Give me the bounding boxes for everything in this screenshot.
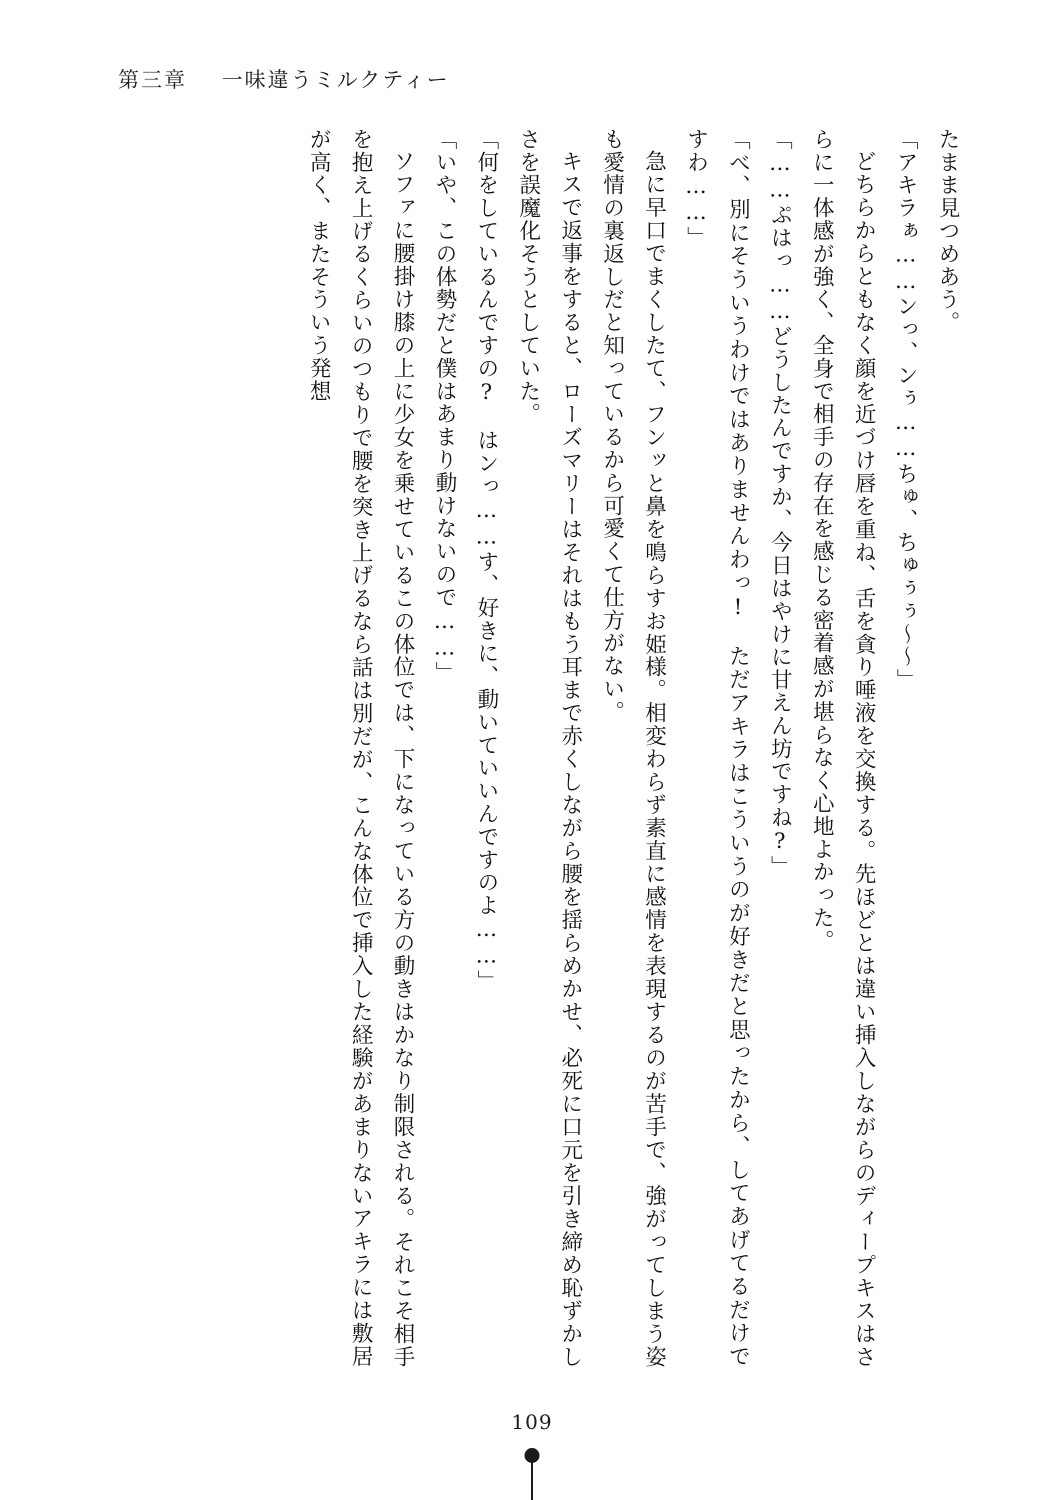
- paragraph: 「べ、別にそういうわけではありませんわっ! ただアキラはこういうのが好きだと思ったから、してあげてるだけですわ……」: [683, 128, 751, 1368]
- paragraph: 「いや、この体勢だと僕はあまり動けないので……」: [431, 128, 457, 685]
- paragraph: ソファに腰掛け膝の上に少女を乗せているこの体位では、下になっている方の動きはかなり制限される。それこそ相手を抱え上げるくらいのつもりで腰を突き上げるなら話は別だが、こんな体位で挿入した経験があまりないアキラには敷居が高く、またそういう発想: [306, 128, 416, 1368]
- paragraph: どちらからともなく顔を近づけ唇を重ね、舌を貪り唾液を交換する。先ほどとは違い挿入しながらのディープキスはさらに一体感が強く、全身で相手の存在を感じる密着感が堪らなく心地よかった。: [809, 128, 877, 1368]
- paragraph: たまま見つめあう。: [935, 128, 960, 335]
- paragraph: 「何をしているんですの? はンっ……す、好きに、動いていいんですのよ……」: [473, 128, 499, 993]
- chapter-number: 第三章: [118, 68, 187, 92]
- chapter-header: [118, 64, 450, 94]
- body-text: [128, 128, 968, 1368]
- page-number: 109: [511, 1410, 553, 1434]
- paragraph: キスで返事をすると、ローズマリーはそれはもう耳まで赤くしながら腰を揺らめかせ、必死に口元を引き締め恥ずかしさを誤魔化そうとしていた。: [515, 128, 583, 1368]
- paragraph: 「アキラぁ……ンっ、ンぅ……ちゅ、ちゅぅぅ～～」: [893, 128, 919, 692]
- chapter-title: 一味違うミルクティー: [221, 68, 450, 92]
- paragraph: 急に早口でまくしたて、フンッと鼻を鳴らすお姫様。相変わらず素直に感情を表現するのが苦手で、強がってしまう姿も愛情の裏返しだと知っているから可愛くて仕方がない。: [599, 128, 667, 1368]
- page-ornament-icon: [517, 1448, 547, 1500]
- paragraph: 「……ぷはっ……どうしたんですか、今日はやけに甘えん坊ですね?」: [767, 128, 793, 879]
